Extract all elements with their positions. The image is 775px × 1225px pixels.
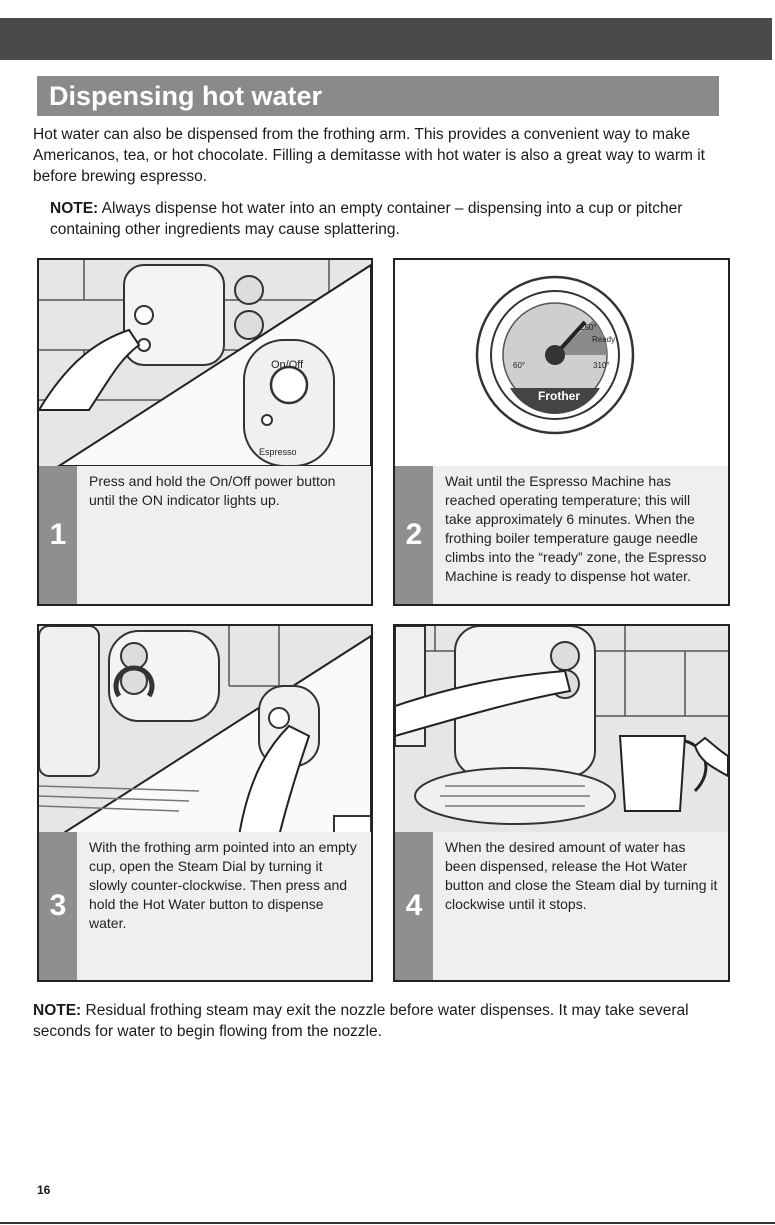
step-number-1: 1 (39, 466, 77, 604)
intro-paragraph: Hot water can also be dispensed from the frothing arm. This provides a convenient way to make Americanos, tea, or hot chocolate. Filling a demitasse with hot water is also a great way to warm it before brewing espresso. (33, 126, 705, 185)
bottom-rule (0, 1222, 775, 1224)
close-dial-illustration (395, 626, 728, 836)
step-text-1: Press and hold the On/Off power button until the ON indicator lights up. (89, 473, 336, 508)
note-top-label: NOTE: (50, 200, 99, 217)
step-area-3 (39, 832, 371, 980)
step-area-4 (395, 832, 728, 980)
gauge-310-label: 310° (593, 361, 610, 370)
step-panel-4 (393, 624, 730, 982)
step-text-2: Wait until the Espresso Machine has reached operating temperature; this will take approximately 6 minutes. When the frothing boiler temperature gauge needle climbs into the “ready” zone, the Espresso Machine is ready to dispense hot water. (445, 473, 707, 584)
section-title: Dispensing hot water (37, 76, 719, 116)
power-button-illustration (39, 260, 371, 466)
step-area-2 (395, 466, 728, 604)
step-area-1 (39, 466, 371, 604)
gauge-60-label: 60° (513, 361, 526, 370)
step-panel-3 (37, 624, 373, 982)
onoff-label: On/Off (271, 359, 304, 371)
step-number-2: 2 (395, 466, 433, 604)
note-top-text: Always dispense hot water into an empty container – dispensing into a cup or pitcher containing other ingredients may cause splattering. (50, 200, 683, 238)
steam-dial-illustration (39, 626, 371, 836)
temperature-gauge-illustration (395, 260, 728, 466)
step-text-4: When the desired amount of water has been dispensed, release the Hot Water button and close the Steam dial by turning it clockwise until it stops. (445, 839, 718, 912)
gauge-frother-label: Frother (538, 389, 580, 403)
step-panel-2 (393, 258, 730, 606)
page-number: 16 (37, 1183, 51, 1197)
step-number-3: 3 (39, 832, 77, 980)
step-panel-1 (37, 258, 373, 606)
gauge-ready-label: Ready (592, 335, 616, 344)
note-bottom (33, 1000, 733, 1042)
espresso-label: Espresso (259, 447, 297, 457)
header-bar (0, 18, 775, 60)
gauge-250-label: 250° (580, 323, 597, 332)
step-text-3: With the frothing arm pointed into an empty cup, open the Steam Dial by turning it slowly counter-clockwise. Then press and hold the Hot Water button to dispense water. (89, 839, 357, 931)
note-top (50, 198, 730, 240)
step-number-4: 4 (395, 832, 433, 980)
note-bottom-label: NOTE: (33, 1002, 82, 1019)
note-bottom-text: Residual frothing steam may exit the nozzle before water dispenses. It may take several seconds for water to begin flowing from the nozzle. (33, 1002, 689, 1040)
